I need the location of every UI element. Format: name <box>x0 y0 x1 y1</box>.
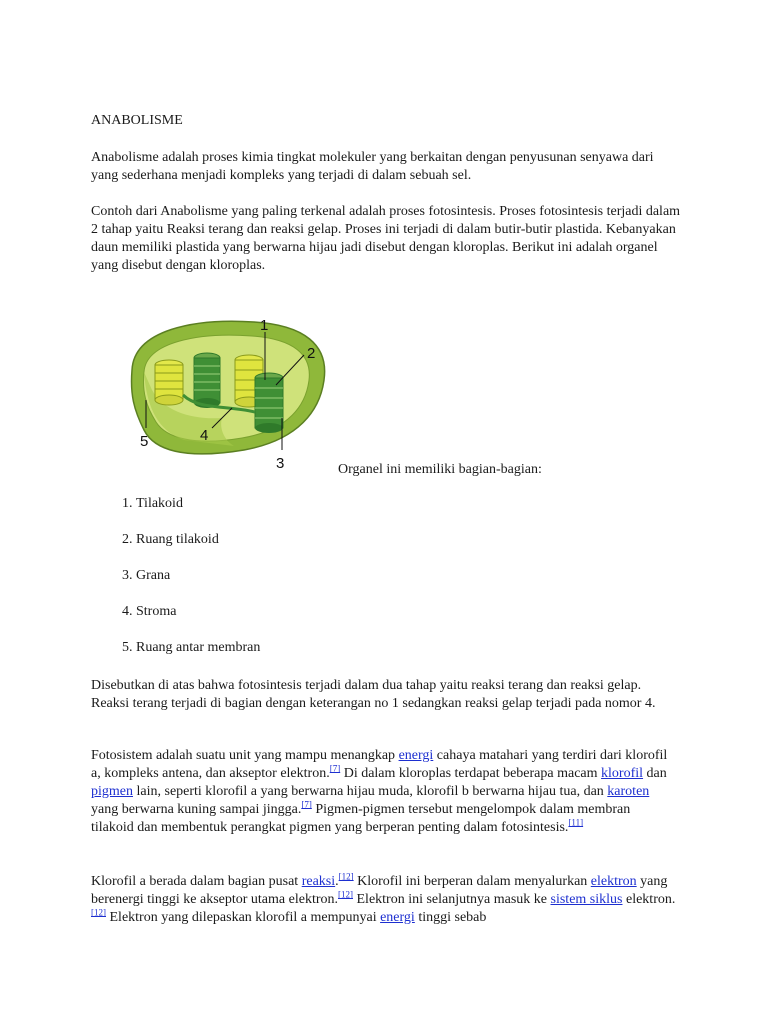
list-item: 4. Stroma <box>136 603 260 639</box>
citation-link[interactable]: [7] <box>301 799 312 810</box>
link-elektron[interactable]: elektron <box>590 874 637 889</box>
text-run: . <box>335 874 339 889</box>
list-item: 3. Grana <box>136 567 260 603</box>
list-item: 2. Ruang tilakoid <box>136 531 260 567</box>
link-energi[interactable]: energi <box>398 748 434 763</box>
citation-link[interactable]: [12] <box>338 871 354 882</box>
link-klorofil[interactable]: klorofil <box>601 766 644 781</box>
parts-list <box>91 495 260 675</box>
list-item: 5. Ruang antar membran <box>136 639 260 675</box>
citation-link[interactable]: [12] <box>91 907 106 918</box>
text-run: tinggi sebab <box>414 910 487 925</box>
text-run: Fotosistem adalah suatu unit yang mampu menangkap <box>91 748 399 763</box>
link-sistem-siklus[interactable]: sistem siklus <box>550 892 623 907</box>
figure-label-1: 1 <box>260 317 269 334</box>
link-karoten[interactable]: karoten <box>607 784 650 799</box>
citation-link[interactable]: [12] <box>338 889 353 900</box>
text-run: Klorofil a berada dalam bagian pusat <box>91 874 302 889</box>
text-run: elektron. <box>622 892 676 907</box>
paragraph-example: Contoh dari Anabolisme yang paling terkenal adalah proses fotosintesis. Proses fotosintesis terjadi dalam 2 tahap yaitu Reaksi terang dan reaksi gelap. Proses ini terjadi di dalam butir-butir plastida. Kebanyakan daun memiliki plastida yang berwarna hijau jadi disebut dengan kloroplas. Berikut ini adalah organel yang disebut dengan kloroplas. <box>91 204 681 273</box>
page-title: ANABOLISME <box>91 113 183 128</box>
text-run: yang berenergi tinggi ke akseptor utama elektron. <box>91 874 668 907</box>
link-energi-2[interactable]: energi <box>380 910 415 925</box>
paragraph-chlorophyll <box>91 873 676 927</box>
paragraph-photosystem <box>91 747 676 837</box>
text-run: dan <box>643 766 667 781</box>
link-pigmen[interactable]: pigmen <box>91 784 133 799</box>
figure-label-2: 2 <box>307 345 316 362</box>
citation-link[interactable]: [11] <box>568 817 584 828</box>
figure-label-3: 3 <box>276 455 285 472</box>
text-run: Elektron yang dilepaskan klorofil a mempunyai <box>106 910 381 925</box>
text-run: Di dalam kloroplas terdapat beberapa macam <box>340 766 602 781</box>
paragraph-reactions: Disebutkan di atas bahwa fotosintesis terjadi dalam dua tahap yaitu reaksi terang dan reaksi gelap. Reaksi terang terjadi di bagian dengan keterangan no 1 sedangkan reaksi gelap terjadi pada nomor 4. <box>91 678 656 711</box>
list-item: 1. Tilakoid <box>136 495 260 531</box>
link-reaksi[interactable]: reaksi <box>301 874 336 889</box>
text-run: cahaya matahari yang terdiri dari klorofil a, kompleks antena, dan akseptor elektron. <box>91 748 668 781</box>
text-run: Pigmen-pigmen tersebut mengelompok dalam membran tilakoid dan membentuk perangkat pigmen yang berperan penting dalam fotosintesis. <box>91 802 631 835</box>
paragraph-definition: Anabolisme adalah proses kimia tingkat molekuler yang berkaitan dengan penyusunan senyawa dari yang sederhana menjadi kompleks yang terjadi di dalam sebuah sel. <box>91 150 654 183</box>
text-run: Elektron ini selanjutnya masuk ke <box>353 892 551 907</box>
text-run: yang berwarna kuning sampai jingga. <box>91 802 302 817</box>
figure-caption: Organel ini memiliki bagian-bagian: <box>338 462 542 477</box>
citation-link[interactable]: [7] <box>329 763 341 774</box>
figure-label-5: 5 <box>140 433 149 450</box>
text-run: lain, seperti klorofil a yang berwarna hijau muda, klorofil b berwarna hijau tua, dan <box>133 784 608 799</box>
figure-label-4: 4 <box>200 427 209 444</box>
text-run: Klorofil ini berperan dalam menyalurkan <box>353 874 591 889</box>
